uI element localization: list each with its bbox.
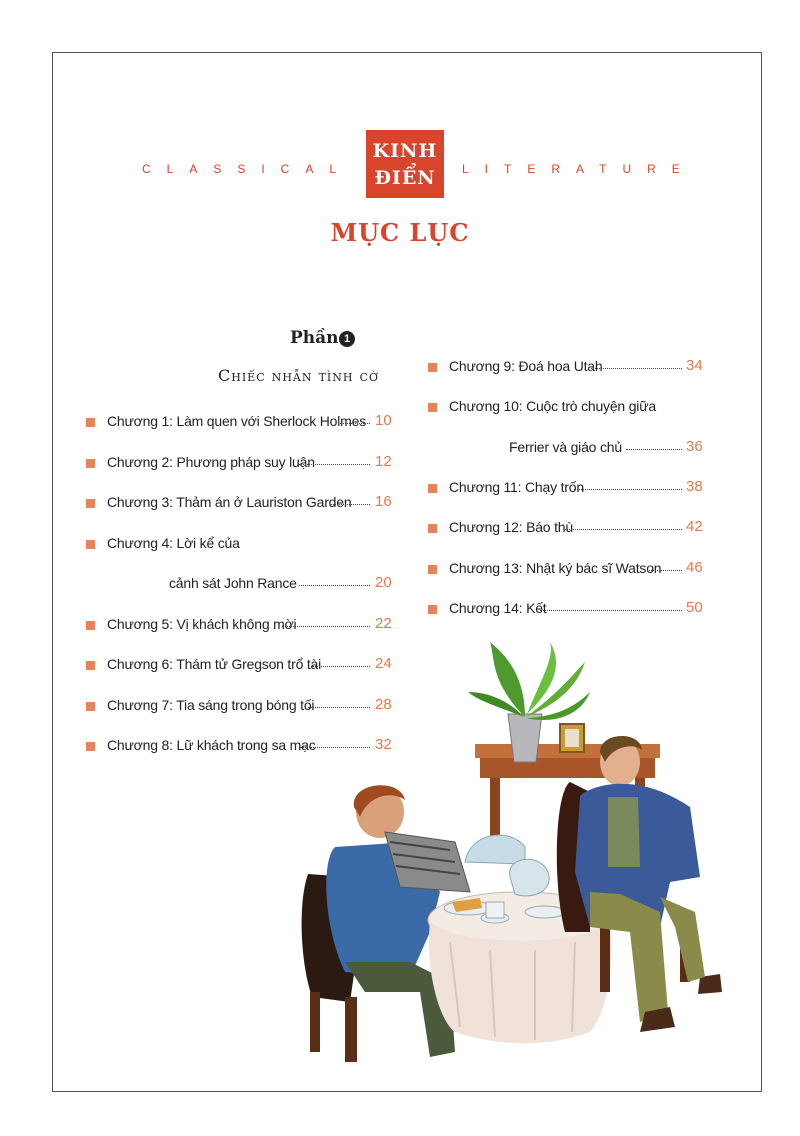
bullet-icon bbox=[428, 524, 437, 533]
page-number: 10 bbox=[375, 412, 392, 429]
toc-entry-2[interactable] bbox=[86, 453, 396, 475]
bullet-icon bbox=[428, 605, 437, 614]
chapter-label: Chương 1: Làm quen với Sherlock Holmes bbox=[107, 413, 367, 429]
leader-dots bbox=[331, 503, 370, 505]
bullet-icon bbox=[86, 661, 95, 670]
page-number: 34 bbox=[686, 357, 703, 374]
chapter-label-continued: Ferrier và giáo chủ bbox=[509, 439, 622, 455]
part-number-badge: 1 bbox=[339, 331, 355, 347]
chapter-label: Chương 6: Thám tử Gregson trổ tài bbox=[107, 656, 322, 672]
page-number: 24 bbox=[375, 655, 392, 672]
page-number: 36 bbox=[686, 438, 703, 455]
bullet-icon bbox=[86, 499, 95, 508]
bullet-icon bbox=[86, 621, 95, 630]
page-number: 46 bbox=[686, 559, 703, 576]
page-number: 42 bbox=[686, 518, 703, 535]
bullet-icon bbox=[86, 702, 95, 711]
page-number: 20 bbox=[375, 574, 392, 591]
leader-dots bbox=[565, 528, 682, 530]
leader-dots bbox=[282, 625, 370, 627]
bullet-icon bbox=[86, 742, 95, 751]
page-number: 12 bbox=[375, 453, 392, 470]
page-number: 50 bbox=[686, 599, 703, 616]
page-number: 28 bbox=[375, 696, 392, 713]
leader-dots bbox=[574, 488, 682, 490]
chapter-label: Chương 3: Thảm án ở Lauriston Garden bbox=[107, 494, 352, 510]
bullet-icon bbox=[86, 540, 95, 549]
chapter-label: Chương 12: Báo thù bbox=[449, 519, 573, 535]
toc-entry-12[interactable] bbox=[428, 518, 710, 540]
logo-line-1: KINH bbox=[372, 140, 438, 162]
toc-entry-10[interactable] bbox=[428, 397, 710, 419]
toc-title: MỤC LỤC bbox=[330, 218, 470, 247]
bullet-icon bbox=[428, 403, 437, 412]
toc-entry-3[interactable] bbox=[86, 493, 396, 515]
chapter-label: Chương 9: Đoá hoa Utah bbox=[449, 358, 603, 374]
bullet-icon bbox=[428, 565, 437, 574]
page-number: 22 bbox=[375, 615, 392, 632]
chapter-label: Chương 10: Cuộc trò chuyện giữa bbox=[449, 398, 656, 414]
toc-entry-14[interactable] bbox=[428, 599, 710, 621]
bullet-icon bbox=[86, 459, 95, 468]
toc-entry-1[interactable] bbox=[86, 412, 396, 434]
chapter-label: Chương 5: Vị khách không mời bbox=[107, 616, 297, 632]
page-number: 16 bbox=[375, 493, 392, 510]
bullet-icon bbox=[428, 363, 437, 372]
toc-entry-4-cont[interactable] bbox=[86, 574, 396, 596]
part-label: Phần bbox=[290, 328, 339, 348]
page-number: 32 bbox=[375, 736, 392, 753]
two-gentlemen-tea-table-illustration bbox=[290, 632, 730, 1084]
toc-entry-9[interactable] bbox=[428, 357, 710, 379]
toc-entry-11[interactable] bbox=[428, 478, 710, 500]
leader-dots bbox=[298, 463, 370, 465]
logo-line-2: ĐIỂN bbox=[374, 167, 436, 189]
bullet-icon bbox=[428, 484, 437, 493]
header-right-word: LITERATURE bbox=[462, 162, 696, 176]
leader-dots bbox=[647, 569, 682, 571]
bullet-icon bbox=[86, 418, 95, 427]
leader-dots bbox=[299, 584, 370, 586]
chapter-label: Chương 8: Lữ khách trong sa mạc bbox=[107, 737, 316, 753]
leader-dots bbox=[540, 609, 682, 611]
chapter-label: Chương 13: Nhật ký bác sĩ Watson bbox=[449, 560, 662, 576]
series-logo bbox=[366, 130, 444, 198]
chapter-label: Chương 4: Lời kể của bbox=[107, 535, 240, 551]
chapter-label: Chương 2: Phương pháp suy luận bbox=[107, 454, 315, 470]
leader-dots bbox=[340, 422, 370, 424]
leader-dots bbox=[626, 448, 682, 450]
page-number: 38 bbox=[686, 478, 703, 495]
toc-entry-13[interactable] bbox=[428, 559, 710, 581]
chapter-label: Chương 11: Chạy trốn bbox=[449, 479, 584, 495]
part-subtitle: Chiếc nhẫn tình cờ bbox=[218, 366, 380, 385]
toc-entry-4[interactable] bbox=[86, 534, 396, 556]
leader-dots bbox=[591, 367, 682, 369]
chapter-label-continued: cảnh sát John Rance bbox=[169, 575, 297, 591]
chapter-label: Chương 14: Kết bbox=[449, 600, 547, 616]
chapter-label: Chương 7: Tia sáng trong bóng tối bbox=[107, 697, 315, 713]
header-left-word: CLASSICAL bbox=[142, 162, 353, 176]
toc-entry-10-cont[interactable] bbox=[428, 438, 710, 460]
